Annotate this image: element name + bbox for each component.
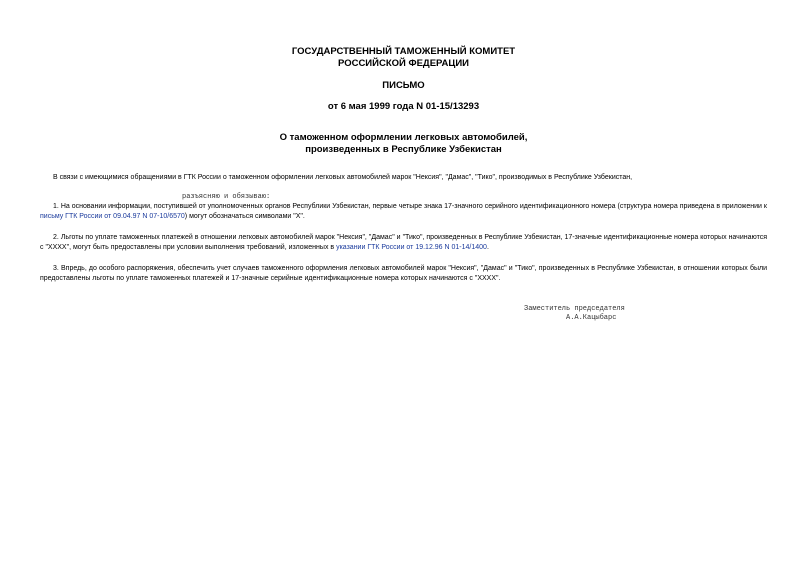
issuer-line-1: ГОСУДАРСТВЕННЫЙ ТАМОЖЕННЫЙ КОМИТЕТ (291, 46, 516, 57)
paragraph-1 (40, 202, 767, 222)
subject-line-2: произведенных в Республике Узбекистан (305, 144, 502, 155)
document-date-number: от 6 мая 1999 года N 01-15/13293 (327, 101, 480, 112)
signatory-position: Заместитель председателя (524, 305, 625, 313)
paragraph-1-text-before: 1. На основании информации, поступившей от уполномоченных органов Республики Узбекистан, первые четыре знака 17-значного серийного идентификационного номера (структура номера приведена в приложении к (53, 203, 767, 210)
paragraph-2-text-before: 2. Льготы по уплате таможенных платежей в отношении легковых автомобилей марок "Нексия", "Дамас" и "Тико", произведенных в Республике Узбекистан, 17-значные идентификационные номера которых начинаются с "XXXX", могут быть предоставлены при условии выполнения требований, изложенных в (40, 234, 767, 251)
document-type: ПИСЬМО (382, 80, 425, 91)
paragraph-3: 3. Впредь, до особого распоряжения, обеспечить учет случаев таможенного оформления легковых автомобилей марок "Нексия", "Дамас" и "Тико", произведенных в Республике Узбекистан, в отношении которых были предоставлены льготы по уплате таможенных платежей и 17-значные серийные идентификационные номера которых начинаются с "XXXX". (40, 265, 767, 282)
subject-line-1: О таможенном оформлении легковых автомобилей, (279, 132, 528, 143)
document-subject (0, 132, 807, 156)
paragraph-1-text-after: ) могут обозначаться символами "Х". (184, 213, 305, 220)
paragraph-2-text-after: . (486, 244, 489, 251)
issuer-line-2: РОССИЙСКОЙ ФЕДЕРАЦИИ (337, 58, 469, 69)
link-letter-gtk-1997[interactable]: письму ГТК России от 09.04.97 N 07-10/6570 (40, 213, 185, 220)
paragraph-2 (40, 233, 767, 253)
explain-line: разъясняю и обязываю: (182, 193, 271, 201)
signatory-name: А.А.Кацыбарс (566, 314, 617, 322)
link-instruction-gtk-1996[interactable]: указании ГТК России от 19.12.96 N 01-14/1400 (336, 244, 487, 251)
intro-paragraph: В связи с имеющимися обращениями в ГТК России о таможенном оформлении легковых автомобилей марок "Нексия", "Дамас", "Тико", производимых в Республике Узбекистан, (53, 174, 633, 181)
issuer-heading (0, 46, 807, 70)
